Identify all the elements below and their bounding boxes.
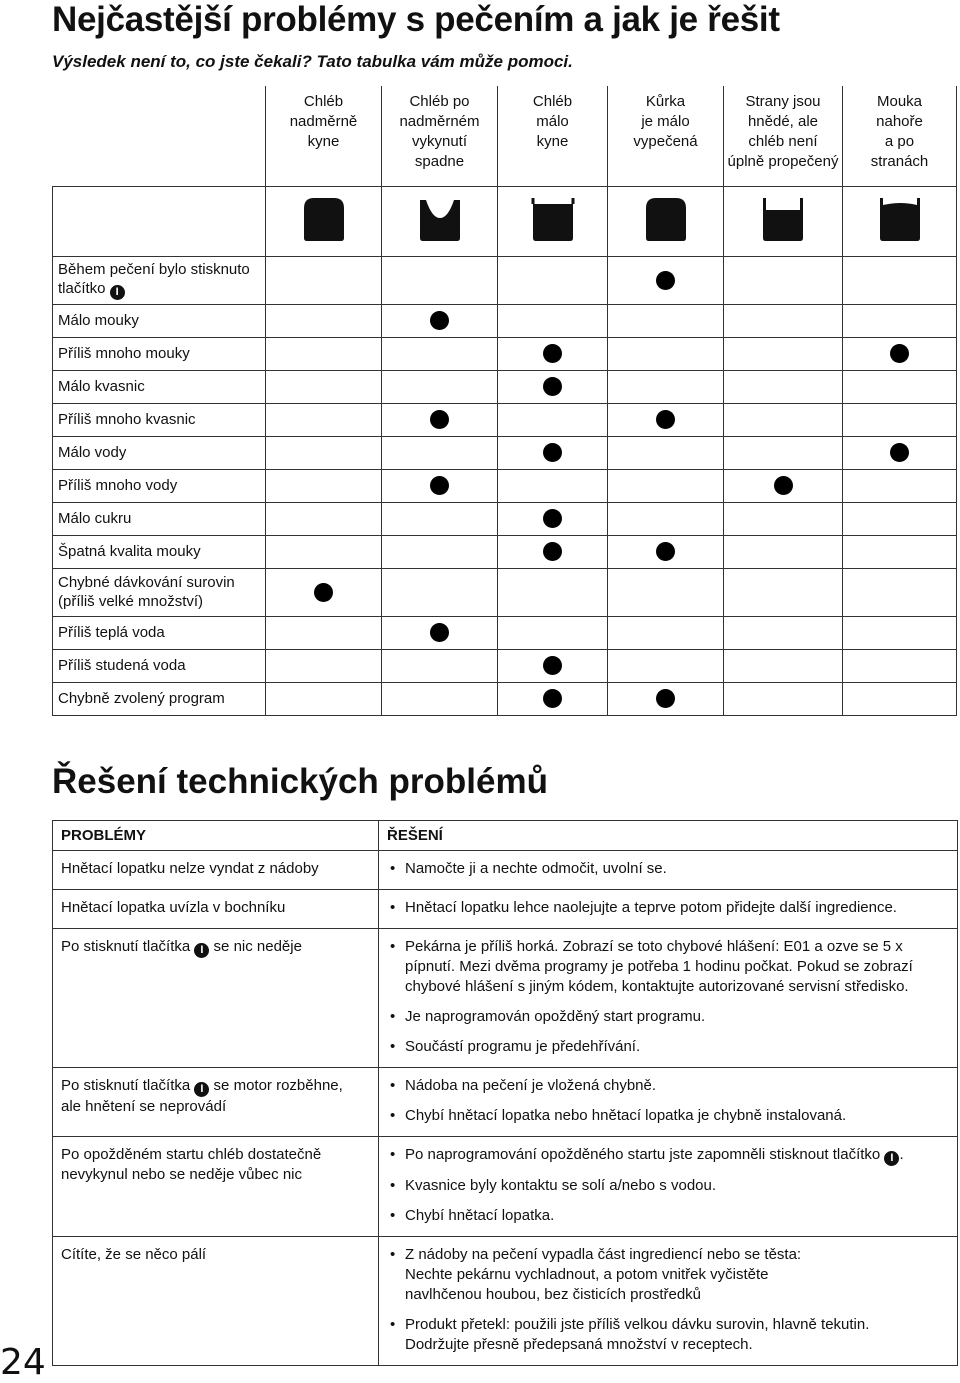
problem-cell: Cítíte, že se něco pálí — [53, 1237, 379, 1366]
solution-item: • Nádoba na pečení je vložená chybně. — [387, 1076, 949, 1096]
table-cell — [608, 469, 724, 502]
problem-cell: Po stisknutí tlačítka I se nic neděje — [53, 929, 379, 1068]
problem-cell: Po stisknutí tlačítka I se motor rozběhne, ale hnětení se neprovádí — [53, 1068, 379, 1137]
cause-marker-dot — [774, 476, 793, 495]
solution-item: • Pekárna je příliš horká. Zobrazí se toto chybové hlášení: E01 a ozve se 5 x pípnutí. Mezi dvěma programy je potřeba 1 hodinu počkat. Pokud se zobrazí chybové hlášení s jiným kódem, kontaktujte autorizované servisní středisko. — [387, 937, 949, 997]
table-cell — [724, 568, 843, 616]
page-title: Nejčastější problémy s pečením a jak je řešit — [52, 0, 780, 39]
problem-cell: Hnětací lopatka uvízla v bochníku — [53, 890, 379, 929]
table-cell — [843, 535, 957, 568]
table-cell — [498, 568, 608, 616]
table-cell — [843, 568, 957, 616]
table-cell — [843, 502, 957, 535]
column-header: Mouka nahoře a po stranách — [843, 86, 957, 186]
start-stop-button-icon: I — [110, 285, 125, 300]
bread-flour-sides-icon — [878, 196, 922, 242]
table-cell — [724, 370, 843, 403]
table-cell — [498, 403, 608, 436]
start-stop-button-icon: I — [194, 1082, 209, 1097]
cause-marker-dot — [430, 410, 449, 429]
cause-marker-dot — [890, 344, 909, 363]
column-header: Kůrka je málo vypečená — [608, 86, 724, 186]
bread-underbaked-icon — [761, 196, 805, 242]
table-row — [53, 436, 957, 469]
column-header: Chléb nadměrně kyne — [266, 86, 382, 186]
technical-problems-table — [52, 820, 958, 1366]
cause-marker-dot — [543, 509, 562, 528]
table-cell — [266, 304, 382, 337]
table-row — [53, 469, 957, 502]
table-cell — [382, 304, 498, 337]
table-row — [53, 682, 957, 715]
table-cell — [266, 502, 382, 535]
cause-marker-dot — [430, 623, 449, 642]
row-label: Málo vody — [53, 436, 266, 469]
table-cell — [843, 469, 957, 502]
table-cell — [498, 535, 608, 568]
table-cell — [843, 436, 957, 469]
problems-header: PROBLÉMY — [53, 821, 379, 851]
table-row — [53, 370, 957, 403]
column-header: Chléb málo kyne — [498, 86, 608, 186]
bread-pale-crust-icon — [644, 196, 688, 242]
table-cell — [724, 469, 843, 502]
table-row — [53, 929, 958, 1068]
solution-cell — [379, 929, 958, 1068]
table-cell — [266, 682, 382, 715]
table-cell — [498, 469, 608, 502]
table-cell — [724, 256, 843, 304]
table-row — [53, 502, 957, 535]
table-cell — [724, 337, 843, 370]
table-row — [53, 1137, 958, 1237]
table-cell — [724, 535, 843, 568]
cause-marker-dot — [656, 542, 675, 561]
table-row — [53, 256, 957, 304]
table-cell — [608, 370, 724, 403]
bread-underrisen-icon — [531, 196, 575, 242]
table-cell — [498, 337, 608, 370]
table-row — [53, 337, 957, 370]
table-cell — [608, 304, 724, 337]
icon-row-label — [53, 186, 266, 256]
cause-marker-dot — [543, 656, 562, 675]
table-cell — [382, 337, 498, 370]
row-label: Příliš mnoho vody — [53, 469, 266, 502]
table-cell — [498, 436, 608, 469]
table-cell — [608, 682, 724, 715]
table-row — [53, 568, 957, 616]
row-label: Příliš studená voda — [53, 649, 266, 682]
solution-item: • Namočte ji a nechte odmočit, uvolní se. — [387, 859, 949, 879]
column-header: Chléb po nadměrném vykynutí spadne — [382, 86, 498, 186]
table-cell — [608, 535, 724, 568]
cause-marker-dot — [543, 689, 562, 708]
cause-marker-dot — [430, 311, 449, 330]
table-cell — [498, 682, 608, 715]
row-label: Příliš teplá voda — [53, 616, 266, 649]
solutions-header: ŘEŠENÍ — [379, 821, 958, 851]
table-cell — [498, 256, 608, 304]
table-cell — [724, 682, 843, 715]
cause-marker-dot — [890, 443, 909, 462]
cause-marker-dot — [656, 689, 675, 708]
table-cell — [724, 616, 843, 649]
problem-cell: Hnětací lopatku nelze vyndat z nádoby — [53, 851, 379, 890]
table-row — [53, 851, 958, 890]
table-cell — [608, 403, 724, 436]
solution-item: • Hnětací lopatku lehce naolejujte a teprve potom přidejte další ingredience. — [387, 898, 949, 918]
table-row — [53, 403, 957, 436]
bread-collapsed-icon — [418, 196, 462, 242]
table-cell — [266, 535, 382, 568]
table-corner — [53, 86, 266, 186]
table-cell — [608, 649, 724, 682]
table-cell — [498, 370, 608, 403]
table-cell — [843, 256, 957, 304]
table-cell — [382, 370, 498, 403]
table-row — [53, 304, 957, 337]
table-cell — [266, 436, 382, 469]
table-cell — [724, 502, 843, 535]
cause-marker-dot — [430, 476, 449, 495]
solution-cell — [379, 1237, 958, 1366]
solution-cell — [379, 890, 958, 929]
row-label: Příliš mnoho mouky — [53, 337, 266, 370]
cause-marker-dot — [543, 377, 562, 396]
table-cell — [266, 403, 382, 436]
table-cell — [382, 403, 498, 436]
table-cell — [382, 256, 498, 304]
solution-item: • Produkt přetekl: použili jste příliš velkou dávku surovin, hlavně tekutin. Dodržujte přesně předepsaná množství v receptech. — [387, 1315, 949, 1355]
solution-cell — [379, 851, 958, 890]
table-cell — [843, 403, 957, 436]
cause-marker-dot — [656, 410, 675, 429]
cause-marker-dot — [543, 344, 562, 363]
table-cell — [266, 256, 382, 304]
table-cell — [843, 370, 957, 403]
table-cell — [382, 649, 498, 682]
cause-marker-dot — [543, 443, 562, 462]
row-label: Málo kvasnic — [53, 370, 266, 403]
table-cell — [266, 568, 382, 616]
table-cell — [382, 469, 498, 502]
table-cell — [382, 502, 498, 535]
page-subtitle: Výsledek není to, co jste čekali? Tato tabulka vám může pomoci. — [52, 52, 573, 71]
table-row — [53, 890, 958, 929]
table-cell — [843, 649, 957, 682]
table-row — [53, 1068, 958, 1137]
table-cell — [382, 535, 498, 568]
row-label: Během pečení bylo stisknuto tlačítko I — [53, 256, 266, 304]
solution-item: • Kvasnice byly kontaktu se solí a/nebo s vodou. — [387, 1176, 949, 1196]
table-cell — [498, 304, 608, 337]
section-title: Řešení technických problémů — [52, 762, 548, 801]
table-row — [53, 1237, 958, 1366]
table-cell — [266, 370, 382, 403]
table-cell — [498, 502, 608, 535]
start-stop-button-icon: I — [194, 943, 209, 958]
table-cell — [843, 304, 957, 337]
cause-marker-dot — [314, 583, 333, 602]
table-cell — [382, 568, 498, 616]
solution-cell — [379, 1068, 958, 1137]
table-cell — [382, 682, 498, 715]
table-cell — [608, 436, 724, 469]
table-cell — [382, 436, 498, 469]
column-header: Strany jsou hnědé, ale chléb není úplně propečený — [724, 86, 843, 186]
table-cell — [608, 337, 724, 370]
table-cell — [724, 403, 843, 436]
bread-overrisen-icon — [302, 196, 346, 242]
row-label: Chybné dávkování surovin (příliš velké množství) — [53, 568, 266, 616]
start-stop-button-icon: I — [884, 1151, 899, 1166]
problem-cell: Po opožděném startu chléb dostatečně nevykynul nebo se neděje vůbec nic — [53, 1137, 379, 1237]
table-cell — [266, 616, 382, 649]
solution-item: • Z nádoby na pečení vypadla část ingrediencí nebo se těsta: Nechte pekárnu vychladnout, a potom vnitřek vyčistěte navlhčenou houbou, bez čisticích prostředků — [387, 1245, 949, 1305]
cause-marker-dot — [656, 271, 675, 290]
table-cell — [608, 616, 724, 649]
table-cell — [724, 436, 843, 469]
table-cell — [382, 616, 498, 649]
row-label: Chybně zvolený program — [53, 682, 266, 715]
table-row — [53, 616, 957, 649]
table-cell — [843, 616, 957, 649]
table-cell — [498, 616, 608, 649]
solution-item: • Chybí hnětací lopatka nebo hnětací lopatka je chybně instalovaná. — [387, 1106, 949, 1126]
row-label: Málo cukru — [53, 502, 266, 535]
table-cell — [266, 337, 382, 370]
table-cell — [724, 649, 843, 682]
solution-item: • Součástí programu je předehřívání. — [387, 1037, 949, 1057]
table-cell — [843, 682, 957, 715]
solution-cell — [379, 1137, 958, 1237]
page-number: 24 — [0, 1342, 46, 1383]
table-cell — [266, 469, 382, 502]
solution-item: • Chybí hnětací lopatka. — [387, 1206, 949, 1226]
baking-problems-table — [52, 86, 957, 716]
solution-item: • Po naprogramování opožděného startu jste zapomněli stisknout tlačítko I . — [387, 1145, 949, 1166]
cause-marker-dot — [543, 542, 562, 561]
solution-item: • Je naprogramován opožděný start programu. — [387, 1007, 949, 1027]
table-cell — [608, 568, 724, 616]
table-row — [53, 535, 957, 568]
table-cell — [608, 502, 724, 535]
row-label: Příliš mnoho kvasnic — [53, 403, 266, 436]
table-cell — [608, 256, 724, 304]
table-cell — [498, 649, 608, 682]
row-label: Málo mouky — [53, 304, 266, 337]
table-cell — [266, 649, 382, 682]
table-cell — [724, 304, 843, 337]
row-label: Špatná kvalita mouky — [53, 535, 266, 568]
table-cell — [843, 337, 957, 370]
table-row — [53, 649, 957, 682]
